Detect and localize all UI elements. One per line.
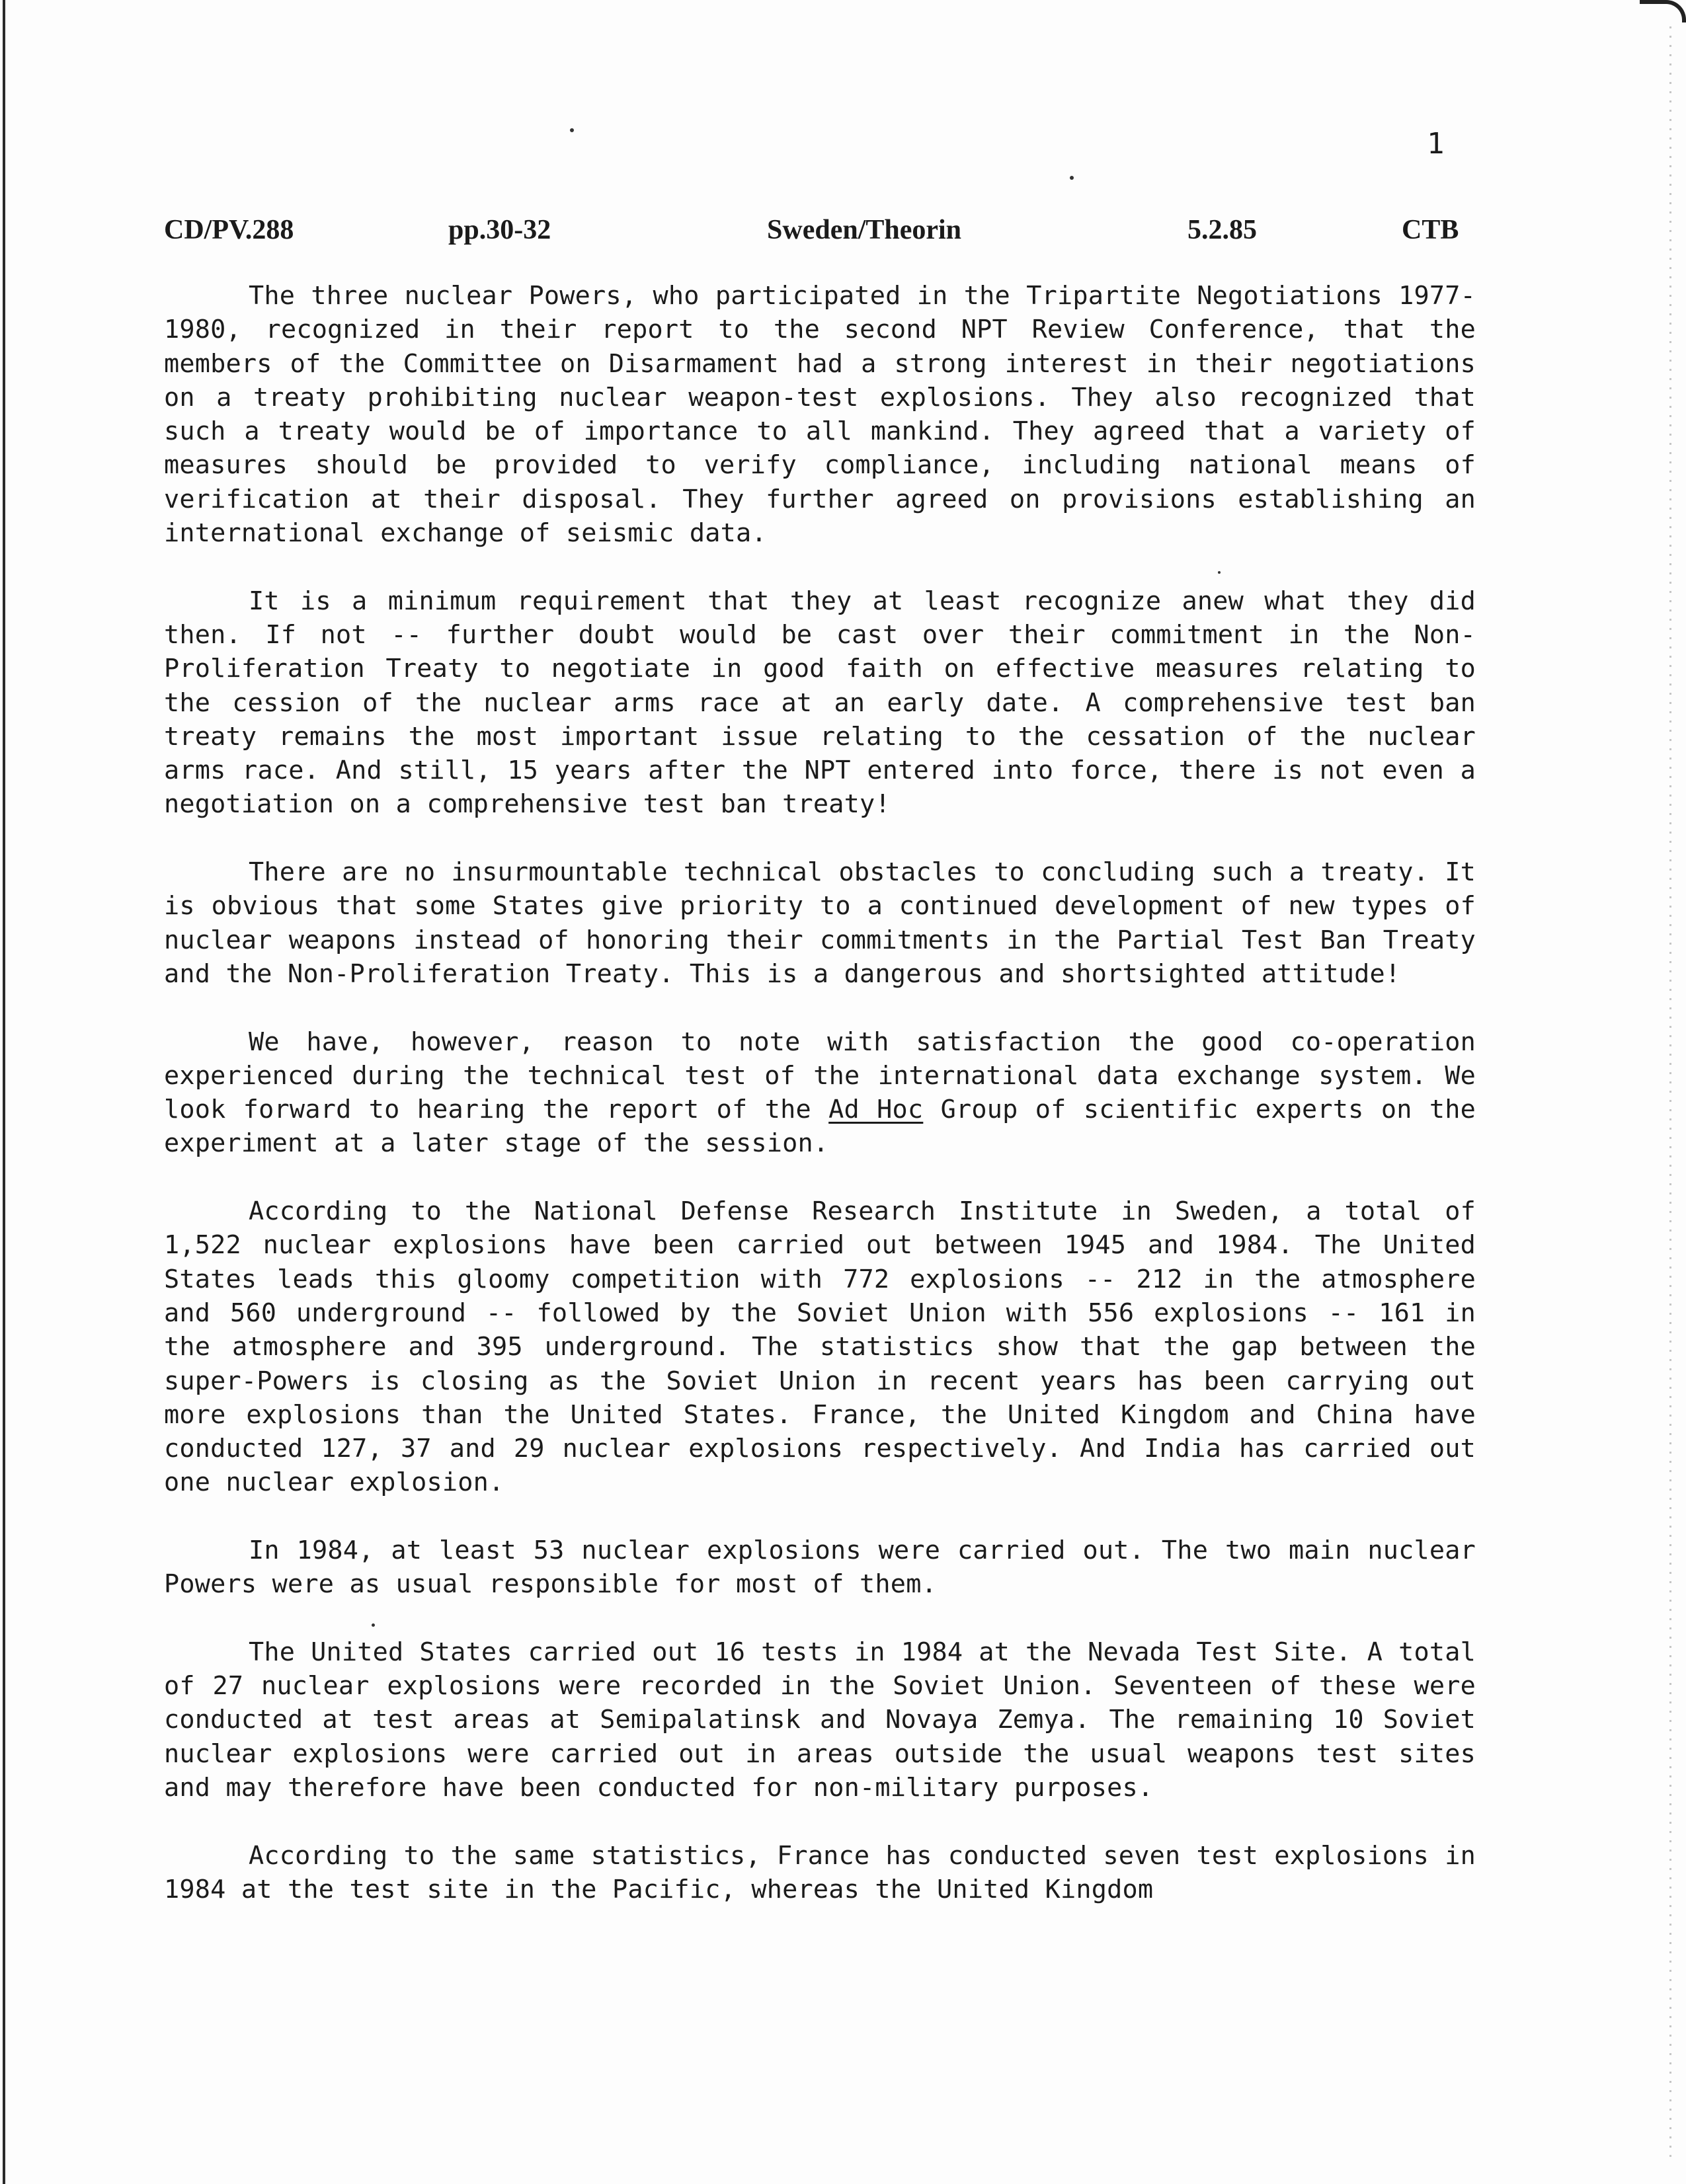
scan-right-edge (1669, 26, 1671, 2162)
speaker: Sweden/Theorin (767, 215, 962, 245)
date: 5.2.85 (1187, 215, 1257, 245)
paragraph-data-exchange (164, 1025, 1476, 1161)
scan-speck (1070, 176, 1074, 180)
scan-speck (570, 128, 574, 132)
paragraph-us-soviet-tests: The United States carried out 16 tests in 1984 at the Nevada Test Site. A total of 27 nuclear explosions were recorded in the Soviet Union. Seventeen of these were conducted at test areas at Semipalatinsk and Novaya Zemya. The remaining 10 Soviet nuclear explosions were carried out in areas outside the usual weapons test sites and may therefore have been conducted for non-military purposes. (164, 1637, 1476, 1803)
paragraph-explosion-statistics: According to the National Defense Research Institute in Sweden, a total of 1,522 nuclear explosions have been carried out between 1945 and 1984. The United States leads this gloomy competition with 772 explosions -- 212 in the atmosphere and 560 underground -- followed by the Soviet Union with 556 explosions -- 161 in the atmosphere and 395 underground. The statistics show that the gap between the super-Powers is closing as the Soviet Union in recent years has been carrying out more explosions than the United States. France, the United Kingdom and China have conducted 127, 37 and 29 nuclear explosions respectively. And India has carried out one nuclear explosion. (164, 1196, 1476, 1498)
paragraph-text: We have, however, reason to note with satisfaction the good co-operation experienced during the technical test of the international data exchange system. We look forward to hearing the report of the (164, 1027, 1476, 1125)
paragraph-1984-total: In 1984, at least 53 nuclear explosions were carried out. The two main nuclear Powers were as usual responsible for most of them. (164, 1535, 1476, 1600)
paragraph-tripartite: The three nuclear Powers, who participated in the Tripartite Negotiations 1977-1980, recognized in their report to the second NPT Review Conference, that the members of the Committee on Disarmament had a strong interest in their negotiations on a treaty prohibiting nuclear weapon-test explosions. They also recognized that such a treaty would be of importance to all mankind. They agreed that a variety of measures should be provided to verify compliance, including national means of verification at their disposal. They further agreed on provisions establishing an international exchange of seismic data. (164, 281, 1476, 549)
page-number: 1 (1427, 127, 1445, 161)
paragraph-minimum-requirement: It is a minimum requirement that they at least recognize anew what they did then. If not -- further doubt would be cast over their commitment in the Non-Proliferation Treaty to negotiate in good faith on effective measures relating to the cession of the nuclear arms race at an early date. A comprehensive test ban treaty remains the most important issue relating to the cessation of the nuclear arms race. And still, 15 years after the NPT entered into force, there is not even a negotiation on a comprehensive test ban treaty! (164, 586, 1476, 820)
document-header (164, 209, 1473, 251)
paragraph-france-uk: According to the same statistics, France has conducted seven test explosions in 1984 at the test site in the Pacific, whereas the United Kingdom (164, 1840, 1476, 1904)
page-range: pp.30-32 (448, 215, 551, 245)
scan-corner-mark (1640, 0, 1686, 22)
paragraph-technical-obstacles: There are no insurmountable technical obstacles to concluding such a treaty. It is obvious that some States give priority to a continued development of new types of nuclear weapons instead of honoring their commitments in the Partial Test Ban Treaty and the Non-Proliferation Treaty. This is a dangerous and shortsighted attitude! (164, 857, 1476, 989)
statement-body (164, 279, 1476, 1941)
ad-hoc-term: Ad Hoc (828, 1095, 924, 1125)
document-symbol: CD/PV.288 (164, 215, 294, 245)
paragraph-text: Group of scientific experts on the experiment at a later stage of the session. (164, 1095, 1476, 1159)
scan-binding-edge (3, 0, 5, 2184)
topic: CTB (1402, 215, 1459, 245)
